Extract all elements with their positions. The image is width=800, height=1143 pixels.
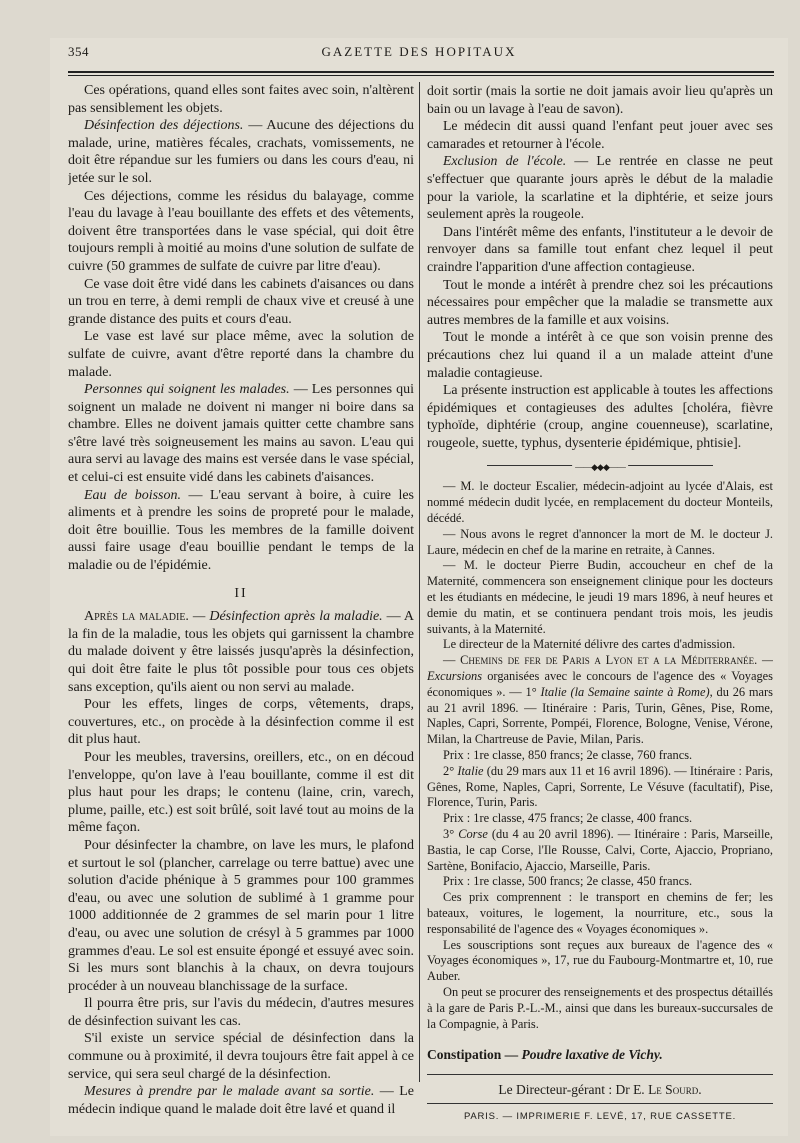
paragraph-lead: Mesures à prendre par le malade avant sa sortie.: [84, 1084, 375, 1100]
paragraph: Mesures à prendre par le malade avant sa sortie. — Le médecin indique quand le malade doit être lavé et quand il: [68, 1084, 414, 1117]
paragraph: La présente instruction est applicable à toutes les affections épidémiques et contagieuses des adultes [choléra, fièvre typhoïde, diphtérie (croup, angine couenneuse), scarlatine, rougeole, suette, typhus, dysenterie épidémique, phtisie].: [427, 382, 773, 450]
paragraph: Ces opérations, quand elles sont faites avec soin, n'altèrent pas sensiblement les objets.: [68, 83, 414, 116]
paragraph: Le médecin dit aussi quand l'enfant peut jouer avec ses camarades et retourner à l'école.: [427, 118, 773, 151]
paragraph-lead: Personnes qui soignent les malades.: [84, 382, 290, 398]
left-column: [68, 82, 414, 1132]
paragraph: Le vase est lavé sur place même, avec la solution de sulfate de cuivre, avant d'être reporté dans la chambre du malade.: [68, 329, 414, 380]
right-column: [427, 82, 773, 1132]
newspaper-page: [50, 38, 788, 1136]
header-rule: [68, 71, 774, 73]
section-separator: [427, 455, 773, 475]
news-item: — M. le docteur Pierre Budin, accoucheur en chef de la Maternité, commencera son enseignement clinique pour les docteurs et les étudiants en médecine, le jeudi 19 mars 1896, à neuf heures et demie du matin, et se continuera pendant trois mois, les jeudis suivants, à la Maternité.: [427, 558, 773, 636]
page-header: [50, 38, 788, 74]
paragraph-lead: Désinfection des déjections.: [84, 118, 244, 134]
paragraph-lead: Exclusion de l'école.: [443, 153, 567, 169]
footer-rule-bottom: [427, 1103, 773, 1104]
news-item: Ces prix comprennent : le transport en chemins de fer; les bateaux, voitures, le logement, la nourriture, etc., sous la responsabilité de l'agence des « Voyages économiques ».: [427, 890, 773, 936]
news-item: Prix : 1re classe, 500 francs; 2e classe, 450 francs.: [443, 874, 693, 889]
footer-rule: [427, 1074, 773, 1075]
director-name: Le Sourd.: [648, 1081, 702, 1097]
advertisement: Constipation — Poudre laxative de Vichy.: [427, 1047, 663, 1063]
section-numeral: II: [234, 585, 248, 601]
column-divider: [419, 82, 420, 1082]
paragraph: Pour les effets, linges de corps, vêtements, draps, couvertures, etc., on procède à la désinfection comme il est dit plus haut.: [68, 697, 414, 748]
paragraph: Personnes qui soignent les malades. — Les personnes qui soignent un malade ne doivent ni manger ni boire dans sa chambre. Elles ne doivent jamais quitter cette chambre sans s'être lavé très soigneusement les mains au savon. L'eau qui aura servi au lavage des mains est versée dans le vase spécial, et celui-ci est ensuite vidé dans les cabinets d'aisances.: [68, 382, 414, 486]
news-items: [427, 479, 773, 1032]
paragraph: Tout le monde a intérêt à ce que son voisin prenne des précautions chez lui quand il a un malade atteint d'une maladie contagieuse.: [427, 329, 773, 380]
page-number: 354: [68, 44, 89, 59]
separator-ornament: ——◆◆◆——: [572, 459, 628, 477]
news-item: Les souscriptions sont reçues aux bureaux de l'agence des « Voyages économiques », 17, rue du Faubourg-Montmartre et, 10, rue Auber.: [427, 937, 773, 984]
paragraph: Dans l'intérêt même des enfants, l'instituteur a le devoir de renvoyer dans sa famille tout enfant chez lequel il peut craindre l'apparition d'une affection contagieuse.: [427, 223, 773, 274]
director-line: Le Directeur-gérant : Dr E. Le Sourd.: [498, 1081, 702, 1097]
paragraph: Tout le monde a intérêt à prendre chez soi les précautions nécessaires pour empêcher que la maladie se transmette aux autres membres de la famille et aux voisins.: [427, 276, 773, 327]
news-item: — Nous avons le regret d'annoncer la mort de M. le docteur J. Laure, médecin en chef de la marine en retraite, à Cannes.: [427, 526, 773, 557]
news-item: Prix : 1re classe, 850 francs; 2e classe, 760 francs.: [443, 748, 693, 763]
news-item: Le directeur de la Maternité délivre des cartes d'admission.: [443, 637, 736, 652]
paragraph: Pour désinfecter la chambre, on lave les murs, le plafond et surtout le sol (plancher, carrelage ou terre battue) avec une solution d'acide phénique à 5 grammes pour 100 grammes d'eau, ou avec une solution de sublimé à 1 gramme pour 1000 additionnée de 2 grammes de sel marin pour 1 litre d'eau, ou avec une solution de crésyl à 5 grammes par 1000 grammes d'eau. Le sol est ensuite épongé et essuyé avec soin. Si les murs sont blanchis à la chaux, on devra toujours procéder à un nouveau blanchissage de la surface.: [68, 837, 414, 994]
paragraph: S'il existe un service spécial de désinfection dans la commune ou à proximité, il devra toujours être fait appel à ce service, qui sera seul chargé de la désinfection.: [68, 1031, 414, 1082]
news-item: 2° Italie (du 29 mars aux 11 et 16 avril 1896). — Itinéraire : Paris, Gênes, Rome, Naples, Capri, Sorrente, Le Vésuve (facultatif), Pise, Florence, Turin, Paris.: [427, 763, 773, 810]
running-title: GAZETTE DES HOPITAUX: [321, 44, 517, 59]
news-item: On peut se procurer des renseignements et des prospectus détaillés à la gare de Paris P.-L.-M., ainsi que dans les bureaux-succursales de la Compagnie, à Paris.: [427, 984, 773, 1031]
paragraph-lead: — Désinfection après la maladie.: [188, 609, 383, 625]
paragraph: doit sortir (mais la sortie ne doit jamais avoir lieu qu'après un bain ou un lavage à l'eau de savon).: [427, 83, 773, 116]
paragraph: Après la maladie. — Désinfection après la maladie. — A la fin de la maladie, tous les objets qui garnissent la chambre du malade doivent y être laissés jusqu'après la désinfection, qui doit être faite le plus tôt possible pour tous ces objets sans exception, qu'ils aient ou non servi au malade.: [68, 609, 414, 695]
news-item: — M. le docteur Escalier, médecin-adjoint au lycée d'Alais, est nommé médecin dudit lycée, en remplacement du docteur Monteils, décédé.: [427, 479, 773, 526]
printer-imprint: PARIS. — IMPRIMERIE F. LEVÉ, 17, RUE CASSETTE.: [463, 1110, 737, 1122]
paragraph: Exclusion de l'école. — Le rentrée en classe ne peut s'effectuer que quarante jours après le début de la maladie pour la variole, la scarlatine et la diphtérie, et seize jours seulement après la rougeole.: [427, 153, 773, 222]
paragraph: Désinfection des déjections. — Aucune des déjections du malade, urine, matières fécales, crachats, vomissements, ne doit être répandue sur les fumiers ou dans les cours d'eau, ni jetée sur le sol.: [68, 118, 414, 186]
news-lead: — Excursions: [427, 653, 773, 684]
paragraph: Ce vase doit être vidé dans les cabinets d'aisances ou dans un trou en terre, à demi rempli de chaux vive et creusé à une grande distance des puits et cours d'eau.: [68, 276, 414, 327]
paragraph: Pour les meubles, traversins, oreillers, etc., on en découd l'enveloppe, qu'on lave à l'eau bouillante, comme il est dit plus haut pour les draps; le contenu (laine, crin, varech, plume, paille, etc.) est soit brûlé, soit lavé tout au moins de la même façon.: [68, 749, 414, 836]
advertisement-product: Poudre laxative de Vichy.: [521, 1047, 663, 1063]
news-item: Prix : 1re classe, 475 francs; 2e classe, 400 francs.: [443, 811, 693, 826]
paragraph: Eau de boisson. — L'eau servant à boire, à cuire les aliments et à prendre les soins de propreté pour le malade, doit être bouillie. Tous les membres de la famille doivent aussi faire usage d'eau bouillie pendant le temps de la maladie ou de l'épidémie.: [68, 487, 414, 574]
paragraph: Il pourra être pris, sur l'avis du médecin, d'autres mesures de désinfection suivant les cas.: [68, 996, 414, 1029]
news-heading: — Chemins de fer de Paris a Lyon et a la Méditerranée.: [443, 653, 758, 668]
news-item: 3° Corse (du 4 au 20 avril 1896). — Itinéraire : Paris, Marseille, Bastia, le cap Corse, l'Ile Rousse, Calvi, Corte, Ajaccio, Propriano, Sartène, Bonifacio, Ajaccio, Marseille, Paris.: [427, 827, 773, 873]
header-rule-thin: [68, 75, 774, 76]
paragraph-lead: Eau de boisson.: [84, 487, 182, 503]
section-heading: Après la maladie.: [84, 609, 189, 625]
news-item: — Chemins de fer de Paris a Lyon et a la Méditerranée. — Excursions organisées avec le concours de l'agence des « Voyages économiques ». — 1° Italie (la Semaine sainte à Rome), du 26 mars au 21 avril 1896. — Itinéraire : Paris, Turin, Gênes, Pise, Rome, Naples, Capri, Sorrente, Pompéi, Florence, Bologne, Venise, Vérone, Milan, la Chartreuse de Pavie, Milan, Paris.: [427, 653, 773, 747]
paragraph: Ces déjections, comme les résidus du balayage, comme l'eau du lavage à l'eau bouillante des effets et des vêtements, doivent être transportées dans le vase spécial, qui doit être toujours rempli à moitié au moins d'une solution de sulfate de cuivre (50 grammes de sulfate de cuivre par litre d'eau).: [68, 188, 414, 274]
